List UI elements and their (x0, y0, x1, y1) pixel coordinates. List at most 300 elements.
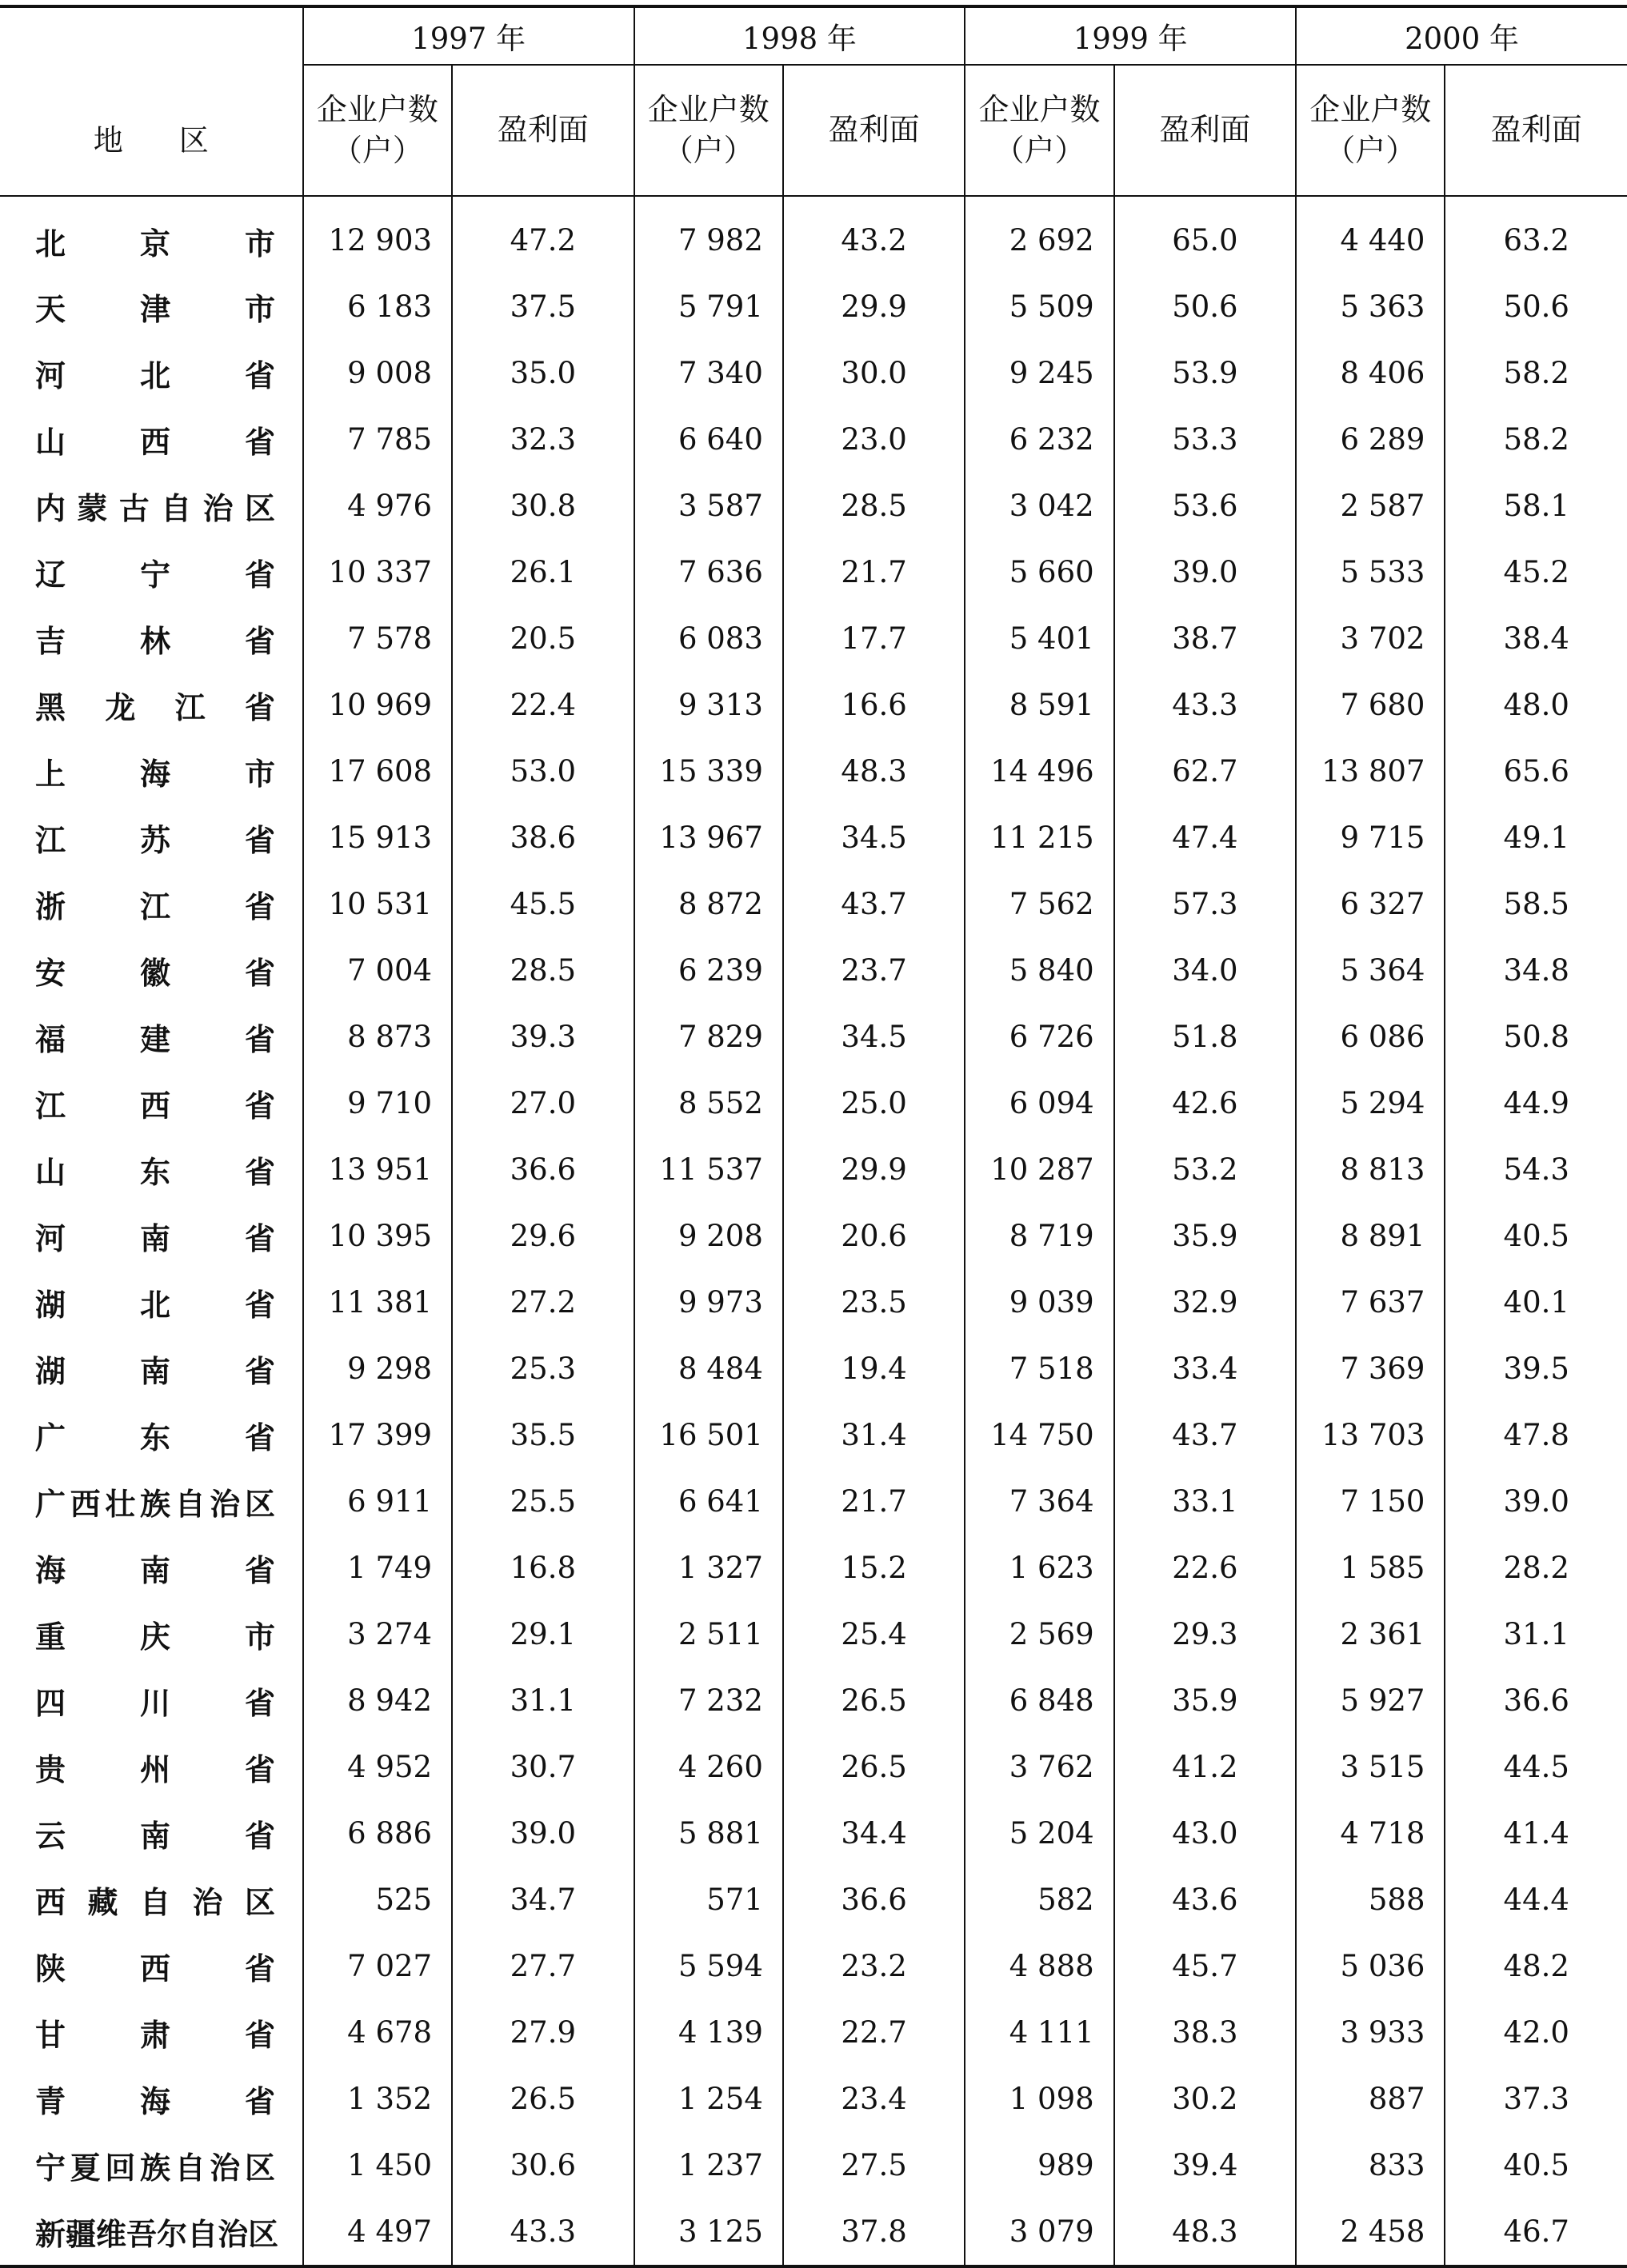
enterprise-count-cell: 6 641 (634, 1468, 783, 1535)
enterprise-count-cell: 2 361 (1296, 1601, 1445, 1667)
profit-ratio-cell: 32.9 (1114, 1269, 1296, 1336)
enterprise-count-cell: 15 339 (634, 738, 783, 805)
region-char: 庆 (139, 1619, 170, 1655)
profit-ratio-cell: 22.7 (783, 1999, 965, 2066)
region-char: 族 (139, 1486, 170, 1522)
region-char: 川 (139, 1685, 170, 1721)
enterprise-count-cell: 7 637 (1296, 1269, 1445, 1336)
region-cell (0, 1601, 303, 1667)
ratio-column-header: 盈利面 (452, 65, 634, 196)
profit-ratio-cell: 35.5 (452, 1402, 634, 1468)
profit-ratio-cell: 17.7 (783, 605, 965, 672)
region-char: 省 (244, 1818, 275, 1854)
region-char: 疆 (66, 2216, 97, 2252)
table-row (0, 274, 1627, 340)
profit-ratio-cell: 43.2 (783, 196, 965, 274)
enterprise-count-cell: 7 518 (965, 1336, 1113, 1402)
profit-ratio-cell: 23.5 (783, 1269, 965, 1336)
profit-ratio-cell: 20.5 (452, 605, 634, 672)
region-cell (0, 672, 303, 738)
enterprise-count-cell: 3 042 (965, 473, 1113, 539)
profit-ratio-cell: 26.1 (452, 539, 634, 605)
region-char: 藏 (87, 1884, 118, 1920)
region-cell (0, 1734, 303, 1800)
profit-ratio-cell: 31.4 (783, 1402, 965, 1468)
region-name (35, 1679, 275, 1723)
region-char: 自 (174, 2150, 206, 2186)
table-row (0, 738, 1627, 805)
profit-ratio-cell: 33.4 (1114, 1336, 1296, 1402)
enterprise-count-cell: 9 973 (634, 1269, 783, 1336)
table-row (0, 605, 1627, 672)
table-row (0, 871, 1627, 937)
enterprise-count-cell: 7 562 (965, 871, 1113, 937)
profit-ratio-cell: 43.7 (1114, 1402, 1296, 1468)
profit-ratio-cell: 47.8 (1445, 1402, 1627, 1468)
region-name (35, 1081, 275, 1125)
region-char: 福 (35, 1021, 66, 1057)
table-row (0, 1667, 1627, 1734)
region-char: 河 (35, 1220, 66, 1256)
table-row (0, 1468, 1627, 1535)
region-char: 海 (139, 756, 170, 792)
enterprise-count-cell: 6 232 (965, 406, 1113, 473)
enterprise-count-cell: 12 903 (303, 196, 452, 274)
enterprise-count-cell: 5 509 (965, 274, 1113, 340)
enterprise-count-cell: 4 678 (303, 1999, 452, 2066)
enterprise-count-cell: 2 458 (1296, 2198, 1445, 2266)
profit-ratio-cell: 27.0 (452, 1070, 634, 1136)
profit-ratio-cell: 53.2 (1114, 1136, 1296, 1203)
count-header-line2: （户） (1325, 133, 1417, 168)
profit-ratio-cell: 50.8 (1445, 1004, 1627, 1070)
enterprise-count-cell: 3 762 (965, 1734, 1113, 1800)
profit-ratio-cell: 48.3 (783, 738, 965, 805)
region-char: 西 (139, 1951, 170, 1986)
region-name (35, 948, 275, 992)
profit-ratio-cell: 35.9 (1114, 1667, 1296, 1734)
region-char: 西 (70, 1486, 101, 1522)
profit-ratio-cell: 30.2 (1114, 2066, 1296, 2132)
enterprise-count-cell: 5 840 (965, 937, 1113, 1004)
region-char: 安 (35, 955, 66, 991)
profit-ratio-cell: 21.7 (783, 539, 965, 605)
profit-ratio-cell: 39.4 (1114, 2132, 1296, 2198)
enterprise-count-cell: 7 636 (634, 539, 783, 605)
region-char: 津 (139, 291, 170, 327)
table-row (0, 2198, 1627, 2266)
enterprise-count-cell: 11 381 (303, 1269, 452, 1336)
enterprise-count-cell: 4 111 (965, 1999, 1113, 2066)
profit-ratio-cell: 29.9 (783, 274, 965, 340)
region-char: 区 (244, 490, 275, 526)
profit-ratio-cell: 38.4 (1445, 605, 1627, 672)
region-char: 宁 (139, 557, 170, 593)
region-char: 市 (244, 756, 275, 792)
region-char: 江 (174, 689, 206, 725)
profit-ratio-cell: 22.4 (452, 672, 634, 738)
profit-ratio-cell: 40.5 (1445, 2132, 1627, 2198)
region-cell (0, 937, 303, 1004)
region-char: 广 (35, 1486, 66, 1522)
region-name (35, 484, 275, 528)
profit-ratio-cell: 40.1 (1445, 1269, 1627, 1336)
region-cell (0, 1402, 303, 1468)
profit-ratio-cell: 30.6 (452, 2132, 634, 2198)
enterprise-count-cell: 5 881 (634, 1800, 783, 1867)
profit-ratio-cell: 42.0 (1445, 1999, 1627, 2066)
profit-ratio-cell: 45.5 (452, 871, 634, 937)
enterprise-count-cell: 8 891 (1296, 1203, 1445, 1269)
profit-ratio-cell: 37.3 (1445, 2066, 1627, 2132)
region-name (35, 1479, 275, 1523)
profit-ratio-cell: 43.7 (783, 871, 965, 937)
region-char: 自 (161, 490, 192, 526)
enterprise-count-cell: 11 215 (965, 805, 1113, 871)
region-char: 市 (244, 225, 275, 262)
region-cell (0, 406, 303, 473)
enterprise-count-cell: 7 369 (1296, 1336, 1445, 1402)
profit-ratio-cell: 35.9 (1114, 1203, 1296, 1269)
profit-ratio-cell: 33.1 (1114, 1468, 1296, 1535)
enterprise-count-cell: 10 287 (965, 1136, 1113, 1203)
profit-ratio-cell: 16.8 (452, 1535, 634, 1601)
profit-ratio-cell: 25.4 (783, 1601, 965, 1667)
enterprise-count-cell: 5 036 (1296, 1933, 1445, 1999)
enterprise-count-cell: 8 872 (634, 871, 783, 937)
region-name (35, 1148, 275, 1192)
region-char: 海 (139, 2083, 170, 2119)
enterprise-count-cell: 5 594 (634, 1933, 783, 1999)
region-cell (0, 738, 303, 805)
enterprise-count-cell: 5 363 (1296, 274, 1445, 340)
profit-ratio-cell: 50.6 (1445, 274, 1627, 340)
region-char: 天 (35, 291, 66, 327)
region-char: 新 (35, 2216, 66, 2252)
enterprise-count-cell: 9 245 (965, 340, 1113, 406)
region-char: 贵 (35, 1751, 66, 1787)
enterprise-count-cell: 17 608 (303, 738, 452, 805)
enterprise-count-cell: 582 (965, 1867, 1113, 1933)
profit-ratio-cell: 30.0 (783, 340, 965, 406)
region-char: 黑 (35, 689, 66, 725)
region-char: 维 (96, 2216, 127, 2252)
profit-ratio-cell: 46.7 (1445, 2198, 1627, 2266)
count-header-line1: 企业户数 (1309, 91, 1432, 127)
profit-ratio-cell: 37.5 (452, 274, 634, 340)
enterprise-count-cell: 13 807 (1296, 738, 1445, 805)
table-row (0, 2066, 1627, 2132)
profit-ratio-cell: 20.6 (783, 1203, 965, 1269)
region-char: 省 (244, 1353, 275, 1389)
enterprise-count-cell: 3 702 (1296, 605, 1445, 672)
enterprise-count-cell: 2 587 (1296, 473, 1445, 539)
table-body (0, 196, 1627, 2266)
profit-ratio-cell: 58.1 (1445, 473, 1627, 539)
profit-ratio-cell: 34.5 (783, 805, 965, 871)
profit-ratio-cell: 23.7 (783, 937, 965, 1004)
enterprise-count-cell: 8 873 (303, 1004, 452, 1070)
enterprise-count-cell: 7 785 (303, 406, 452, 473)
region-char: 肃 (139, 2017, 170, 2053)
enterprise-count-cell: 8 484 (634, 1336, 783, 1402)
region-char: 湖 (35, 1353, 66, 1389)
enterprise-count-cell: 3 515 (1296, 1734, 1445, 1800)
profit-ratio-cell: 26.5 (452, 2066, 634, 2132)
region-cell (0, 473, 303, 539)
region-column-header: 地区 (0, 6, 303, 196)
region-name (35, 816, 275, 860)
table-row (0, 1535, 1627, 1601)
profit-ratio-cell: 23.0 (783, 406, 965, 473)
region-char: 区 (244, 1884, 275, 1920)
profit-ratio-cell: 39.0 (1445, 1468, 1627, 1535)
region-char: 治 (210, 2150, 241, 2186)
region-char: 青 (35, 2083, 66, 2119)
region-cell (0, 1800, 303, 1867)
profit-ratio-cell: 48.3 (1114, 2198, 1296, 2266)
enterprise-count-cell: 2 569 (965, 1601, 1113, 1667)
region-char: 治 (218, 2216, 249, 2252)
enterprise-count-cell: 10 969 (303, 672, 452, 738)
region-cell (0, 1136, 303, 1203)
profit-ratio-cell: 19.4 (783, 1336, 965, 1402)
region-char: 省 (244, 1419, 275, 1455)
region-char: 市 (244, 1619, 275, 1655)
enterprise-count-cell: 4 497 (303, 2198, 452, 2266)
enterprise-count-cell: 9 715 (1296, 805, 1445, 871)
enterprise-count-cell: 588 (1296, 1867, 1445, 1933)
profit-ratio-cell: 36.6 (1445, 1667, 1627, 1734)
count-header-line1: 企业户数 (316, 91, 438, 127)
region-cell (0, 2066, 303, 2132)
enterprise-count-cell: 16 501 (634, 1402, 783, 1468)
region-name (35, 219, 275, 263)
region-char: 省 (244, 1287, 275, 1323)
enterprise-count-cell: 1 450 (303, 2132, 452, 2198)
profit-ratio-cell: 30.8 (452, 473, 634, 539)
enterprise-count-cell: 3 933 (1296, 1999, 1445, 2066)
profit-ratio-cell: 31.1 (452, 1667, 634, 1734)
region-char: 省 (244, 1552, 275, 1588)
region-char: 治 (202, 490, 234, 526)
enterprise-count-cell: 4 139 (634, 1999, 783, 2066)
region-char: 省 (244, 888, 275, 924)
region-cell (0, 1070, 303, 1136)
region-cell (0, 1203, 303, 1269)
enterprise-count-cell: 5 660 (965, 539, 1113, 605)
enterprise-count-cell: 1 254 (634, 2066, 783, 2132)
profit-ratio-cell: 31.1 (1445, 1601, 1627, 1667)
region-name (35, 2010, 275, 2054)
profit-ratio-cell: 43.0 (1114, 1800, 1296, 1867)
profit-ratio-cell: 36.6 (783, 1867, 965, 1933)
enterprise-count-cell: 8 591 (965, 672, 1113, 738)
enterprise-count-cell: 8 406 (1296, 340, 1445, 406)
table-row (0, 1867, 1627, 1933)
profit-ratio-cell: 38.3 (1114, 1999, 1296, 2066)
enterprise-count-cell: 10 531 (303, 871, 452, 937)
count-header-line1: 企业户数 (647, 91, 770, 127)
region-char: 族 (139, 2150, 170, 2186)
enterprise-count-cell: 6 848 (965, 1667, 1113, 1734)
profit-ratio-cell: 65.6 (1445, 738, 1627, 805)
region-char: 省 (244, 1685, 275, 1721)
enterprise-count-cell: 5 364 (1296, 937, 1445, 1004)
region-char: 龙 (105, 689, 136, 725)
profit-ratio-cell: 58.5 (1445, 871, 1627, 937)
profit-ratio-cell: 53.3 (1114, 406, 1296, 473)
region-name (35, 1878, 275, 1922)
profit-ratio-cell: 38.7 (1114, 605, 1296, 672)
enterprise-count-cell: 1 749 (303, 1535, 452, 1601)
enterprise-count-cell: 3 274 (303, 1601, 452, 1667)
profit-ratio-cell: 62.7 (1114, 738, 1296, 805)
count-column-header (303, 65, 452, 196)
profit-ratio-cell: 48.0 (1445, 672, 1627, 738)
profit-ratio-cell: 37.8 (783, 2198, 965, 2266)
enterprise-count-cell: 9 313 (634, 672, 783, 738)
enterprise-count-cell: 7 829 (634, 1004, 783, 1070)
region-char: 回 (105, 2150, 136, 2186)
region-name (35, 683, 275, 727)
enterprise-count-cell: 8 813 (1296, 1136, 1445, 1203)
region-char: 夏 (70, 2150, 101, 2186)
region-char: 河 (35, 357, 66, 393)
region-char: 省 (244, 2017, 275, 2053)
enterprise-count-cell: 7 680 (1296, 672, 1445, 738)
region-char: 吉 (35, 623, 66, 659)
profit-ratio-cell: 44.9 (1445, 1070, 1627, 1136)
enterprise-count-cell: 7 027 (303, 1933, 452, 1999)
enterprise-count-cell: 1 623 (965, 1535, 1113, 1601)
profit-ratio-cell: 58.2 (1445, 406, 1627, 473)
enterprise-count-cell: 15 913 (303, 805, 452, 871)
enterprise-count-cell: 10 395 (303, 1203, 452, 1269)
enterprise-count-cell: 9 008 (303, 340, 452, 406)
profit-ratio-cell: 45.2 (1445, 539, 1627, 605)
table-header (0, 6, 1627, 196)
profit-ratio-cell: 45.7 (1114, 1933, 1296, 1999)
region-char: 北 (35, 225, 66, 262)
profit-ratio-cell: 27.9 (452, 1999, 634, 2066)
enterprise-count-cell: 6 086 (1296, 1004, 1445, 1070)
enterprise-count-cell: 7 340 (634, 340, 783, 406)
enterprise-count-cell: 9 710 (303, 1070, 452, 1136)
count-column-header (965, 65, 1113, 196)
region-char: 治 (210, 1486, 241, 1522)
table-row (0, 1269, 1627, 1336)
region-char: 四 (35, 1685, 66, 1721)
enterprise-profit-table (0, 5, 1627, 2268)
region-name (35, 2143, 275, 2187)
profit-ratio-cell: 44.5 (1445, 1734, 1627, 1800)
count-header-line2: （户） (662, 133, 754, 168)
region-char: 山 (35, 424, 66, 460)
enterprise-count-cell: 5 791 (634, 274, 783, 340)
enterprise-count-cell: 7 150 (1296, 1468, 1445, 1535)
profit-ratio-cell: 43.3 (452, 2198, 634, 2266)
enterprise-count-cell: 4 976 (303, 473, 452, 539)
profit-ratio-cell: 51.8 (1114, 1004, 1296, 1070)
enterprise-count-cell: 3 125 (634, 2198, 783, 2266)
region-cell (0, 1004, 303, 1070)
region-cell (0, 1535, 303, 1601)
region-char: 江 (35, 1088, 66, 1124)
region-char: 古 (118, 490, 150, 526)
profit-ratio-cell: 22.6 (1114, 1535, 1296, 1601)
profit-ratio-cell: 43.3 (1114, 672, 1296, 738)
enterprise-count-cell: 6 726 (965, 1004, 1113, 1070)
enterprise-count-cell: 8 719 (965, 1203, 1113, 1269)
region-char: 自 (174, 1486, 206, 1522)
region-char: 山 (35, 1154, 66, 1190)
region-name (35, 550, 275, 594)
region-char: 重 (35, 1619, 66, 1655)
region-cell (0, 539, 303, 605)
enterprise-count-cell: 11 537 (634, 1136, 783, 1203)
enterprise-count-cell: 6 239 (634, 937, 783, 1004)
region-cell (0, 196, 303, 274)
table-row (0, 473, 1627, 539)
table-row (0, 937, 1627, 1004)
region-char: 省 (244, 1154, 275, 1190)
profit-ratio-cell: 34.4 (783, 1800, 965, 1867)
region-name (35, 417, 275, 461)
profit-ratio-cell: 41.2 (1114, 1734, 1296, 1800)
region-char: 南 (139, 1220, 170, 1256)
table-row (0, 1800, 1627, 1867)
enterprise-count-cell: 5 401 (965, 605, 1113, 672)
region-char: 尔 (157, 2216, 188, 2252)
table-row (0, 1004, 1627, 1070)
region-char: 区 (244, 2150, 275, 2186)
ratio-column-header: 盈利面 (1445, 65, 1627, 196)
profit-ratio-cell: 39.0 (452, 1800, 634, 1867)
enterprise-count-cell: 1 327 (634, 1535, 783, 1601)
region-char: 建 (139, 1021, 170, 1057)
profit-ratio-cell: 40.5 (1445, 1203, 1627, 1269)
region-char: 省 (244, 1951, 275, 1986)
profit-ratio-cell: 16.6 (783, 672, 965, 738)
region-name (35, 1811, 275, 1855)
profit-ratio-cell: 32.3 (452, 406, 634, 473)
profit-ratio-cell: 29.9 (783, 1136, 965, 1203)
count-column-header (1296, 65, 1445, 196)
enterprise-count-cell: 2 692 (965, 196, 1113, 274)
profit-ratio-cell: 42.6 (1114, 1070, 1296, 1136)
enterprise-count-cell: 5 204 (965, 1800, 1113, 1867)
region-char: 陕 (35, 1951, 66, 1986)
region-char: 海 (35, 1552, 66, 1588)
table-row (0, 1601, 1627, 1667)
profit-ratio-cell: 58.2 (1445, 340, 1627, 406)
table-row (0, 1999, 1627, 2066)
enterprise-count-cell: 7 982 (634, 196, 783, 274)
enterprise-count-cell: 2 511 (634, 1601, 783, 1667)
enterprise-count-cell: 525 (303, 1867, 452, 1933)
profit-ratio-cell: 43.6 (1114, 1867, 1296, 1933)
enterprise-count-cell: 4 888 (965, 1933, 1113, 1999)
profit-ratio-cell: 23.4 (783, 2066, 965, 2132)
enterprise-count-cell: 6 083 (634, 605, 783, 672)
table-row (0, 1402, 1627, 1468)
region-name (35, 351, 275, 395)
profit-ratio-cell: 63.2 (1445, 196, 1627, 274)
enterprise-count-cell: 571 (634, 1867, 783, 1933)
profit-ratio-cell: 28.5 (452, 937, 634, 1004)
region-cell (0, 340, 303, 406)
